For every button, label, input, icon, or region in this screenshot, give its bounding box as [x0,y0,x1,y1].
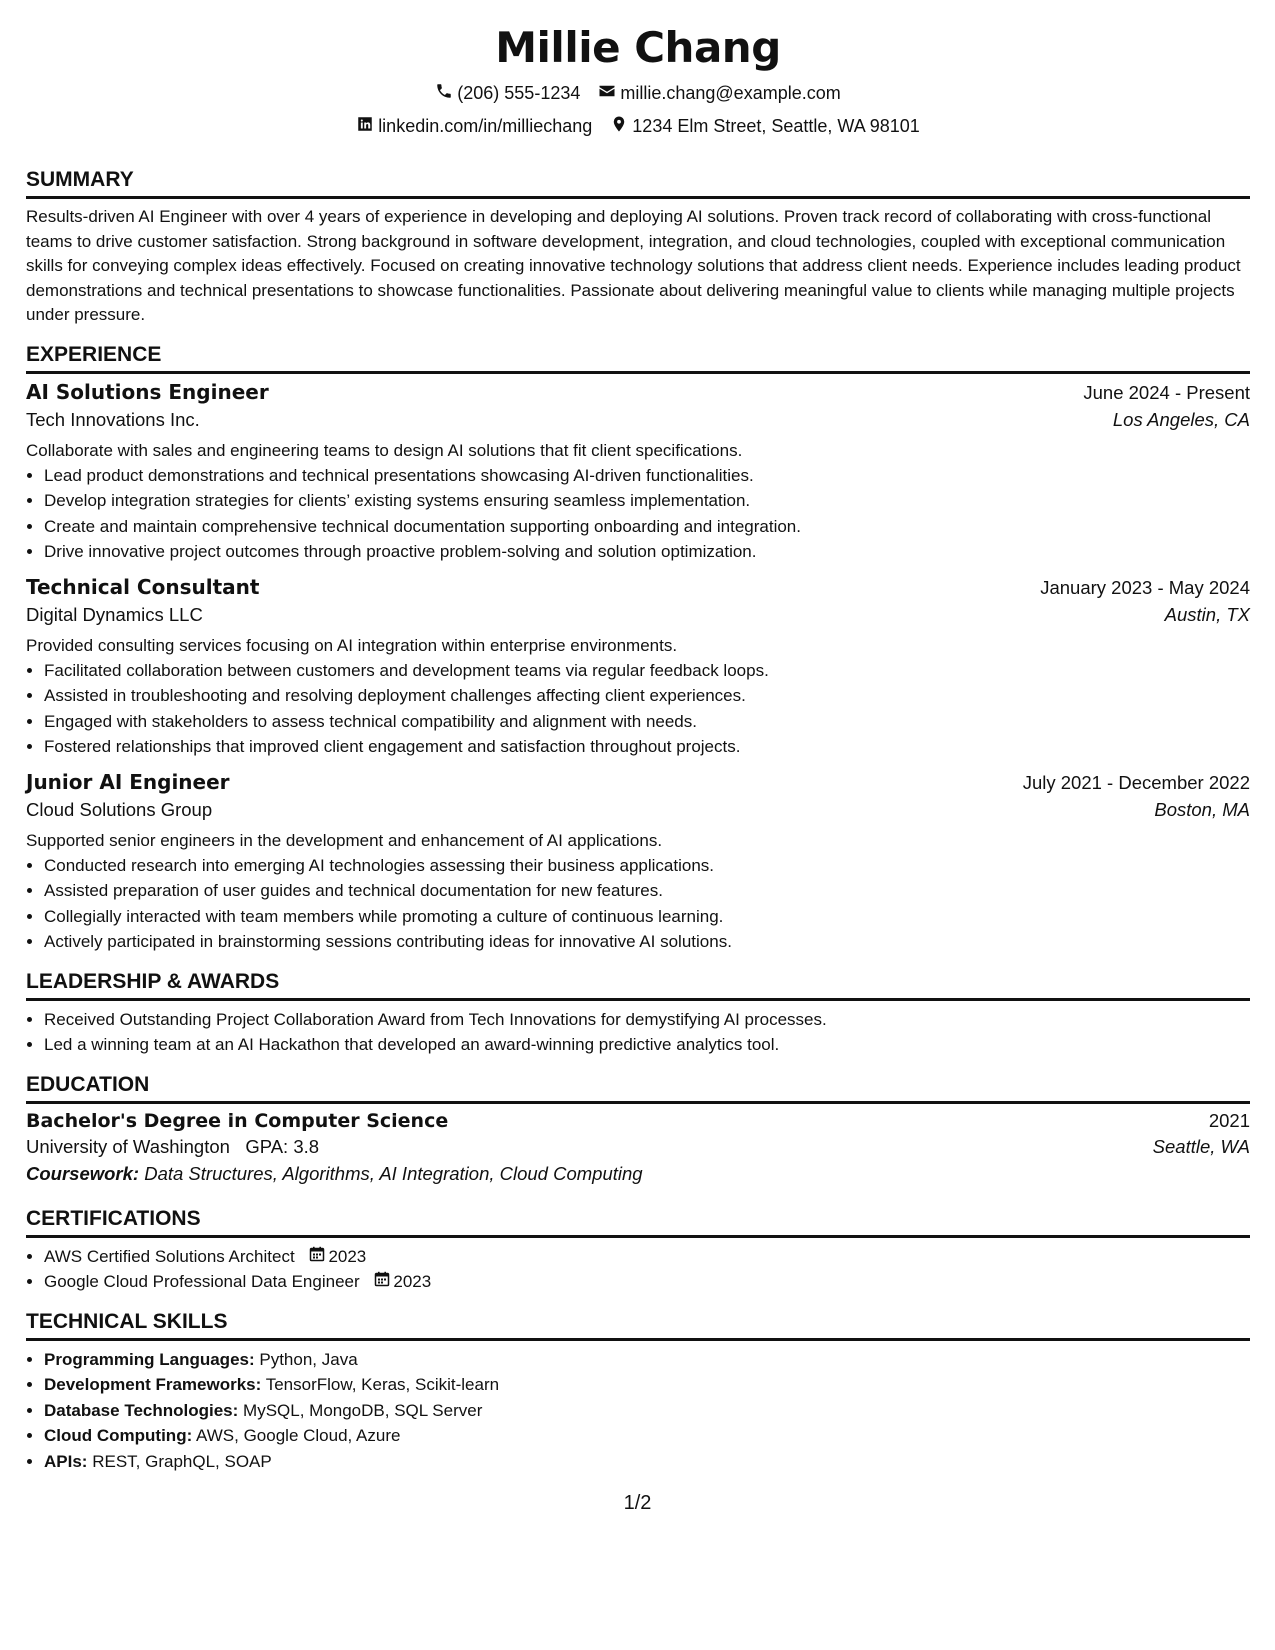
skills-list [26,1347,1250,1475]
calendar-icon [309,1244,325,1270]
job-entry [26,575,1250,760]
job-description: Collaborate with sales and engineering teams to design AI solutions that fit client specifications. [26,440,743,460]
section-title-certifications: CERTIFICATIONS [26,1207,1250,1238]
skill-value: AWS, Google Cloud, Azure [196,1426,401,1445]
coursework [26,1163,1250,1185]
certifications-section [26,1207,1250,1295]
skills-section [26,1310,1250,1475]
list-item [44,1347,1250,1373]
job-header-row [26,380,1250,404]
address-contact [610,115,920,137]
certification-name: AWS Certified Solutions Architect [44,1246,295,1266]
school-info [26,1136,319,1158]
list-item: • Led a winning team at an AI Hackathon that developed an award-winning predictive analytics tool. [44,1032,1250,1058]
list-item: • Actively participated in brainstorming sessions contributing ideas for innovative AI solutions. [44,929,1250,955]
email-contact[interactable] [598,82,840,104]
list-item [44,1244,1250,1270]
phone-contact [435,82,580,104]
list-item [44,1449,1250,1475]
phone-text: (206) 555-1234 [457,83,581,103]
skill-value: Python, Java [259,1349,358,1369]
list-item: • Lead product demonstrations and technical presentations showcasing AI-driven functionalities. [44,463,1250,489]
job-company-row [26,604,1250,626]
list-item: • Drive innovative project outcomes through proactive problem-solving and solution optimization. [44,539,1250,565]
job-location: Austin, TX [1164,603,1250,625]
job-title: AI Solutions Engineer [26,379,269,404]
skill-label: APIs: [44,1451,88,1471]
job-entry [26,770,1250,955]
school-location: Seattle, WA [1152,1135,1250,1157]
list-item: • Fostered relationships that improved client engagement and satisfaction throughout projects. [44,734,1250,760]
job-title: Technical Consultant [26,574,260,599]
job-location: Boston, MA [1154,798,1250,820]
section-title-leadership: LEADERSHIP & AWARDS [26,970,1250,1001]
list-item [44,1398,1250,1424]
job-company: Digital Dynamics LLC [26,603,203,625]
job-header-row [26,575,1250,599]
certification-year: 2023 [328,1246,367,1266]
list-item: • Facilitated collaboration between customers and development teams via regular feedback loops. [44,658,1250,684]
envelope-icon [598,82,616,104]
job-dates: July 2021 - December 2022 [1022,771,1250,793]
job-location: Los Angeles, CA [1112,408,1250,430]
job-header-row [26,770,1250,794]
gpa: GPA: 3.8 [245,1135,320,1157]
linkedin-text[interactable]: linkedin.com/in/milliechang [378,116,593,136]
summary-text: Results-driven AI Engineer with over 4 years of experience in developing and deploying AI solutions. Proven track record of collaborating with cross-functional teams to drive customer satisfaction. Strong background in software development, integration, and cloud technologies, coupled with exceptional communication skills for conveying complex ideas effectively. Focused on creating innovative technology solutions that address client needs. Experience includes leading product demonstrations and technical presentations to showcase functionalities. Passionate about delivering meaningful value to clients while managing multiple projects under pressure. [26,207,1241,324]
skill-label: Programming Languages: [44,1349,255,1369]
job-title: Junior AI Engineer [26,769,230,794]
school-name: University of Washington [26,1135,230,1157]
linkedin-contact[interactable] [356,115,592,137]
skill-label: Development Frameworks: [44,1375,262,1394]
section-title-experience: EXPERIENCE [26,343,1250,374]
section-title-summary: SUMMARY [26,168,1250,199]
certification-date [309,1244,366,1270]
skill-label: Database Technologies: [44,1400,239,1420]
education-section [26,1073,1250,1185]
resume-page [26,0,1250,1474]
list-item [44,1423,1250,1449]
job-bullets [26,658,1250,760]
phone-icon [435,82,453,104]
job-company-row [26,409,1250,431]
leadership-section [26,970,1250,1058]
list-item: • Engaged with stakeholders to assess technical compatibility and alignment with needs. [44,709,1250,735]
certification-name: Google Cloud Professional Data Engineer [44,1272,360,1291]
education-school-row [26,1136,1250,1158]
candidate-name: Millie Chang [495,23,781,72]
list-item [44,1372,1250,1398]
list-item: • Assisted preparation of user guides and technical documentation for new features. [44,878,1250,904]
skill-value: TensorFlow, Keras, Scikit-learn [265,1375,500,1394]
certifications-list [26,1244,1250,1295]
resume-header [26,0,1250,137]
contact-row-2 [26,115,1250,137]
leadership-bullets [26,1007,1250,1058]
degree-title: Bachelor's Degree in Computer Science [26,1109,449,1132]
email-text[interactable]: millie.chang@example.com [620,83,841,103]
section-title-education: EDUCATION [26,1073,1250,1104]
address-text: 1234 Elm Street, Seattle, WA 98101 [632,116,920,136]
list-item [44,1269,1250,1295]
skill-label: Cloud Computing: [44,1426,193,1445]
job-dates: January 2023 - May 2024 [1040,576,1250,598]
list-item: • Assisted in troubleshooting and resolving deployment challenges affecting client experiences. [44,683,1250,709]
certification-year: 2023 [393,1272,432,1291]
job-bullets [26,853,1250,955]
job-company: Tech Innovations Inc. [26,408,200,430]
job-dates: June 2024 - Present [1083,381,1250,403]
list-item: • Develop integration strategies for clients’ existing systems ensuring seamless implementation. [44,488,1250,514]
coursework-label: Coursework: [26,1162,140,1184]
list-item: • Conducted research into emerging AI technologies assessing their business applications. [44,853,1250,879]
section-title-skills: TECHNICAL SKILLS [26,1310,1250,1341]
list-item: • Create and maintain comprehensive technical documentation supporting onboarding and integration. [44,514,1250,540]
list-item: • Collegially interacted with team members while promoting a culture of continuous learning. [44,904,1250,930]
map-pin-icon [610,115,628,137]
job-bullets [26,463,1250,565]
job-company-row [26,799,1250,821]
contact-row-1 [26,82,1250,104]
education-header-row [26,1110,1250,1132]
job-description: Supported senior engineers in the development and enhancement of AI applications. [26,830,663,850]
job-description: Provided consulting services focusing on AI integration within enterprise environments. [26,635,678,655]
certification-date [374,1269,431,1295]
skill-value: REST, GraphQL, SOAP [92,1451,272,1471]
experience-section [26,343,1250,955]
job-company: Cloud Solutions Group [26,798,213,820]
job-entry [26,380,1250,565]
skill-value: MySQL, MongoDB, SQL Server [243,1400,483,1420]
linkedin-icon [356,115,374,137]
summary-section [26,168,1250,328]
coursework-list: Data Structures, Algorithms, AI Integration, Cloud Computing [144,1162,643,1184]
graduation-year: 2021 [1208,1109,1250,1131]
list-item: • Received Outstanding Project Collaboration Award from Tech Innovations for demystifying AI processes. [44,1007,1250,1033]
calendar-icon [374,1269,390,1295]
page-number: 1/2 [623,1492,652,1514]
